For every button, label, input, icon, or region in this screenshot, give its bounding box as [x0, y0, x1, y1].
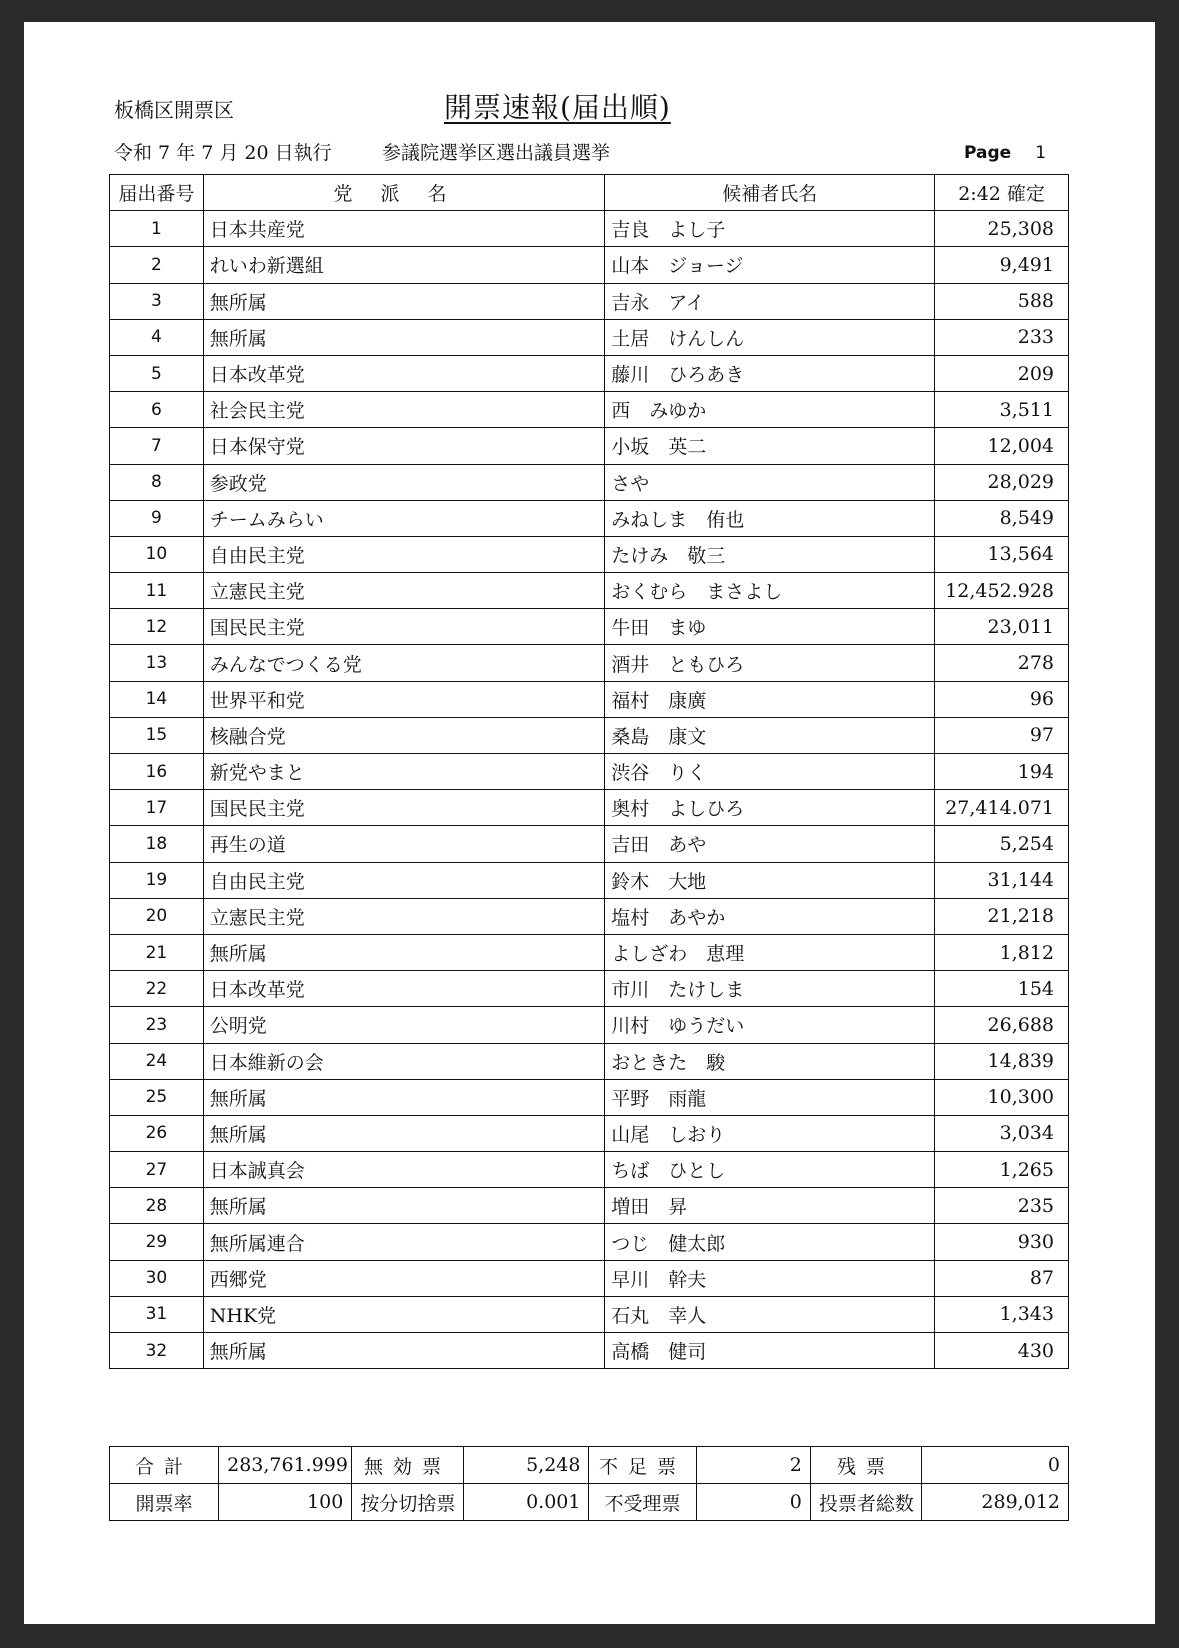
row-number: 6: [110, 392, 204, 428]
page-indicator: [964, 143, 1046, 163]
row-votes: 1,812: [935, 934, 1069, 970]
row-votes: 87: [935, 1260, 1069, 1296]
row-candidate: 鈴木 大地: [605, 862, 935, 898]
header-number: 届出番号: [110, 175, 204, 211]
row-party: 日本誠真会: [203, 1152, 605, 1188]
table-row: [110, 1260, 1069, 1296]
rounded-value: 0.001: [463, 1484, 589, 1521]
page-number: 1: [1035, 143, 1047, 163]
row-party: チームみらい: [203, 500, 605, 536]
row-party: 日本維新の会: [203, 1043, 605, 1079]
row-number: 20: [110, 898, 204, 934]
table-row: [110, 573, 1069, 609]
table-row: [110, 1333, 1069, 1369]
summary-row: [110, 1484, 1069, 1521]
row-party: 参政党: [203, 464, 605, 500]
row-party: 無所属: [203, 319, 605, 355]
table-row: [110, 681, 1069, 717]
row-candidate: 渋谷 りく: [605, 754, 935, 790]
row-candidate: さや: [605, 464, 935, 500]
row-party: 公明党: [203, 1007, 605, 1043]
row-party: みんなでつくる党: [203, 645, 605, 681]
row-number: 7: [110, 428, 204, 464]
row-number: 23: [110, 1007, 204, 1043]
row-votes: 12,004: [935, 428, 1069, 464]
row-candidate: 土居 けんしん: [605, 319, 935, 355]
remaining-label: 残票: [810, 1447, 921, 1484]
report-title: 開票速報(届出順): [444, 91, 671, 124]
table-row: [110, 1043, 1069, 1079]
table-row: [110, 645, 1069, 681]
table-row: [110, 862, 1069, 898]
table-row: [110, 934, 1069, 970]
row-party: 社会民主党: [203, 392, 605, 428]
table-row: [110, 754, 1069, 790]
row-number: 12: [110, 609, 204, 645]
row-party: 国民民主党: [203, 609, 605, 645]
shortage-label: 不足票: [589, 1447, 696, 1484]
row-number: 1: [110, 211, 204, 247]
row-candidate: 吉田 あや: [605, 826, 935, 862]
row-party: れいわ新選組: [203, 247, 605, 283]
table-row: [110, 392, 1069, 428]
row-number: 11: [110, 573, 204, 609]
row-party: 無所属: [203, 1333, 605, 1369]
row-votes: 209: [935, 355, 1069, 391]
row-votes: 97: [935, 717, 1069, 753]
header-candidate: 候補者氏名: [605, 175, 935, 211]
row-votes: 154: [935, 971, 1069, 1007]
row-votes: 1,343: [935, 1296, 1069, 1332]
row-votes: 3,034: [935, 1115, 1069, 1151]
row-number: 10: [110, 536, 204, 572]
row-votes: 21,218: [935, 898, 1069, 934]
row-candidate: つじ 健太郎: [605, 1224, 935, 1260]
row-party: 核融合党: [203, 717, 605, 753]
table-row: [110, 1188, 1069, 1224]
row-votes: 14,839: [935, 1043, 1069, 1079]
table-row: [110, 1224, 1069, 1260]
rate-label: 開票率: [110, 1484, 219, 1521]
row-candidate: 小坂 英二: [605, 428, 935, 464]
row-number: 2: [110, 247, 204, 283]
header-status-time: 2:42 確定: [935, 175, 1069, 211]
voters-value: 289,012: [922, 1484, 1069, 1521]
row-party: 日本保守党: [203, 428, 605, 464]
row-number: 13: [110, 645, 204, 681]
row-number: 5: [110, 355, 204, 391]
row-candidate: 平野 雨龍: [605, 1079, 935, 1115]
row-number: 17: [110, 790, 204, 826]
election-name: 参議院選挙区選出議員選挙: [382, 142, 611, 164]
row-candidate: 早川 幹夫: [605, 1260, 935, 1296]
row-candidate: 塩村 あやか: [605, 898, 935, 934]
rate-value: 100: [219, 1484, 352, 1521]
table-row: [110, 355, 1069, 391]
row-candidate: 藤川 ひろあき: [605, 355, 935, 391]
table-row: [110, 319, 1069, 355]
district-name: 板橋区開票区: [114, 98, 234, 122]
row-number: 22: [110, 971, 204, 1007]
row-candidate: 山本 ジョージ: [605, 247, 935, 283]
table-row: [110, 609, 1069, 645]
voters-label: 投票者総数: [810, 1484, 921, 1521]
table-row: [110, 428, 1069, 464]
row-candidate: たけみ 敬三: [605, 536, 935, 572]
report-page: [24, 22, 1155, 1624]
row-number: 27: [110, 1152, 204, 1188]
row-number: 24: [110, 1043, 204, 1079]
total-value: 283,761.999: [219, 1447, 352, 1484]
row-party: 自由民主党: [203, 862, 605, 898]
row-candidate: おくむら まさよし: [605, 573, 935, 609]
invalid-value: 5,248: [463, 1447, 589, 1484]
row-votes: 588: [935, 283, 1069, 319]
row-candidate: 酒井 ともひろ: [605, 645, 935, 681]
row-votes: 233: [935, 319, 1069, 355]
row-party: 無所属: [203, 934, 605, 970]
row-number: 19: [110, 862, 204, 898]
table-row: [110, 1152, 1069, 1188]
header-party: 党派名: [203, 175, 605, 211]
row-number: 16: [110, 754, 204, 790]
table-row: [110, 211, 1069, 247]
row-party: 無所属: [203, 1079, 605, 1115]
row-votes: 10,300: [935, 1079, 1069, 1115]
row-candidate: おときた 駿: [605, 1043, 935, 1079]
row-party: NHK党: [203, 1296, 605, 1332]
row-votes: 96: [935, 681, 1069, 717]
row-party: 新党やまと: [203, 754, 605, 790]
row-votes: 235: [935, 1188, 1069, 1224]
row-votes: 5,254: [935, 826, 1069, 862]
row-votes: 1,265: [935, 1152, 1069, 1188]
row-votes: 23,011: [935, 609, 1069, 645]
row-candidate: 桑島 康文: [605, 717, 935, 753]
row-votes: 8,549: [935, 500, 1069, 536]
table-row: [110, 1296, 1069, 1332]
rounded-label: 按分切捨票: [352, 1484, 463, 1521]
row-candidate: 高橋 健司: [605, 1333, 935, 1369]
row-party: 無所属: [203, 283, 605, 319]
shortage-value: 2: [696, 1447, 810, 1484]
row-votes: 25,308: [935, 211, 1069, 247]
row-votes: 194: [935, 754, 1069, 790]
row-candidate: 吉永 アイ: [605, 283, 935, 319]
table-row: [110, 464, 1069, 500]
row-candidate: 牛田 まゆ: [605, 609, 935, 645]
table-row: [110, 1115, 1069, 1151]
row-party: 立憲民主党: [203, 898, 605, 934]
total-label: 合計: [110, 1447, 219, 1484]
results-header-row: [110, 175, 1069, 211]
table-row: [110, 1007, 1069, 1043]
table-row: [110, 717, 1069, 753]
row-candidate: よしざわ 恵理: [605, 934, 935, 970]
summary-table: [109, 1446, 1069, 1521]
row-votes: 9,491: [935, 247, 1069, 283]
row-candidate: 増田 昇: [605, 1188, 935, 1224]
row-votes: 28,029: [935, 464, 1069, 500]
table-row: [110, 971, 1069, 1007]
row-votes: 27,414.071: [935, 790, 1069, 826]
row-votes: 278: [935, 645, 1069, 681]
row-candidate: 福村 康廣: [605, 681, 935, 717]
summary-row: [110, 1447, 1069, 1484]
row-number: 21: [110, 934, 204, 970]
row-party: 国民民主党: [203, 790, 605, 826]
row-votes: 12,452.928: [935, 573, 1069, 609]
table-row: [110, 790, 1069, 826]
row-candidate: 奥村 よしひろ: [605, 790, 935, 826]
table-row: [110, 247, 1069, 283]
row-number: 4: [110, 319, 204, 355]
unaccepted-label: 不受理票: [589, 1484, 696, 1521]
row-party: 自由民主党: [203, 536, 605, 572]
row-candidate: 市川 たけしま: [605, 971, 935, 1007]
results-body: [110, 211, 1069, 1369]
results-table: [109, 174, 1069, 1369]
table-row: [110, 283, 1069, 319]
row-number: 8: [110, 464, 204, 500]
row-party: 日本改革党: [203, 355, 605, 391]
row-votes: 26,688: [935, 1007, 1069, 1043]
row-number: 26: [110, 1115, 204, 1151]
row-party: 立憲民主党: [203, 573, 605, 609]
row-candidate: 西 みゆか: [605, 392, 935, 428]
invalid-label: 無効票: [352, 1447, 463, 1484]
row-number: 18: [110, 826, 204, 862]
row-number: 31: [110, 1296, 204, 1332]
table-row: [110, 500, 1069, 536]
row-party: 再生の道: [203, 826, 605, 862]
row-votes: 930: [935, 1224, 1069, 1260]
row-party: 日本改革党: [203, 971, 605, 1007]
row-candidate: 山尾 しおり: [605, 1115, 935, 1151]
row-votes: 3,511: [935, 392, 1069, 428]
row-candidate: ちば ひとし: [605, 1152, 935, 1188]
remaining-value: 0: [922, 1447, 1069, 1484]
page-label: Page: [964, 143, 1012, 163]
row-votes: 13,564: [935, 536, 1069, 572]
row-number: 32: [110, 1333, 204, 1369]
row-number: 30: [110, 1260, 204, 1296]
row-votes: 31,144: [935, 862, 1069, 898]
row-number: 14: [110, 681, 204, 717]
row-candidate: みねしま 侑也: [605, 500, 935, 536]
unaccepted-value: 0: [696, 1484, 810, 1521]
row-candidate: 石丸 幸人: [605, 1296, 935, 1332]
table-row: [110, 898, 1069, 934]
row-party: 無所属: [203, 1115, 605, 1151]
election-date: 令和 7 年 7 月 20 日執行: [114, 142, 332, 164]
row-votes: 430: [935, 1333, 1069, 1369]
row-candidate: 川村 ゆうだい: [605, 1007, 935, 1043]
row-party: 無所属: [203, 1188, 605, 1224]
row-number: 15: [110, 717, 204, 753]
table-row: [110, 536, 1069, 572]
row-number: 3: [110, 283, 204, 319]
row-party: 無所属連合: [203, 1224, 605, 1260]
row-party: 世界平和党: [203, 681, 605, 717]
row-candidate: 吉良 よし子: [605, 211, 935, 247]
row-party: 日本共産党: [203, 211, 605, 247]
row-number: 9: [110, 500, 204, 536]
row-party: 西郷党: [203, 1260, 605, 1296]
row-number: 25: [110, 1079, 204, 1115]
row-number: 28: [110, 1188, 204, 1224]
table-row: [110, 1079, 1069, 1115]
table-row: [110, 826, 1069, 862]
row-number: 29: [110, 1224, 204, 1260]
